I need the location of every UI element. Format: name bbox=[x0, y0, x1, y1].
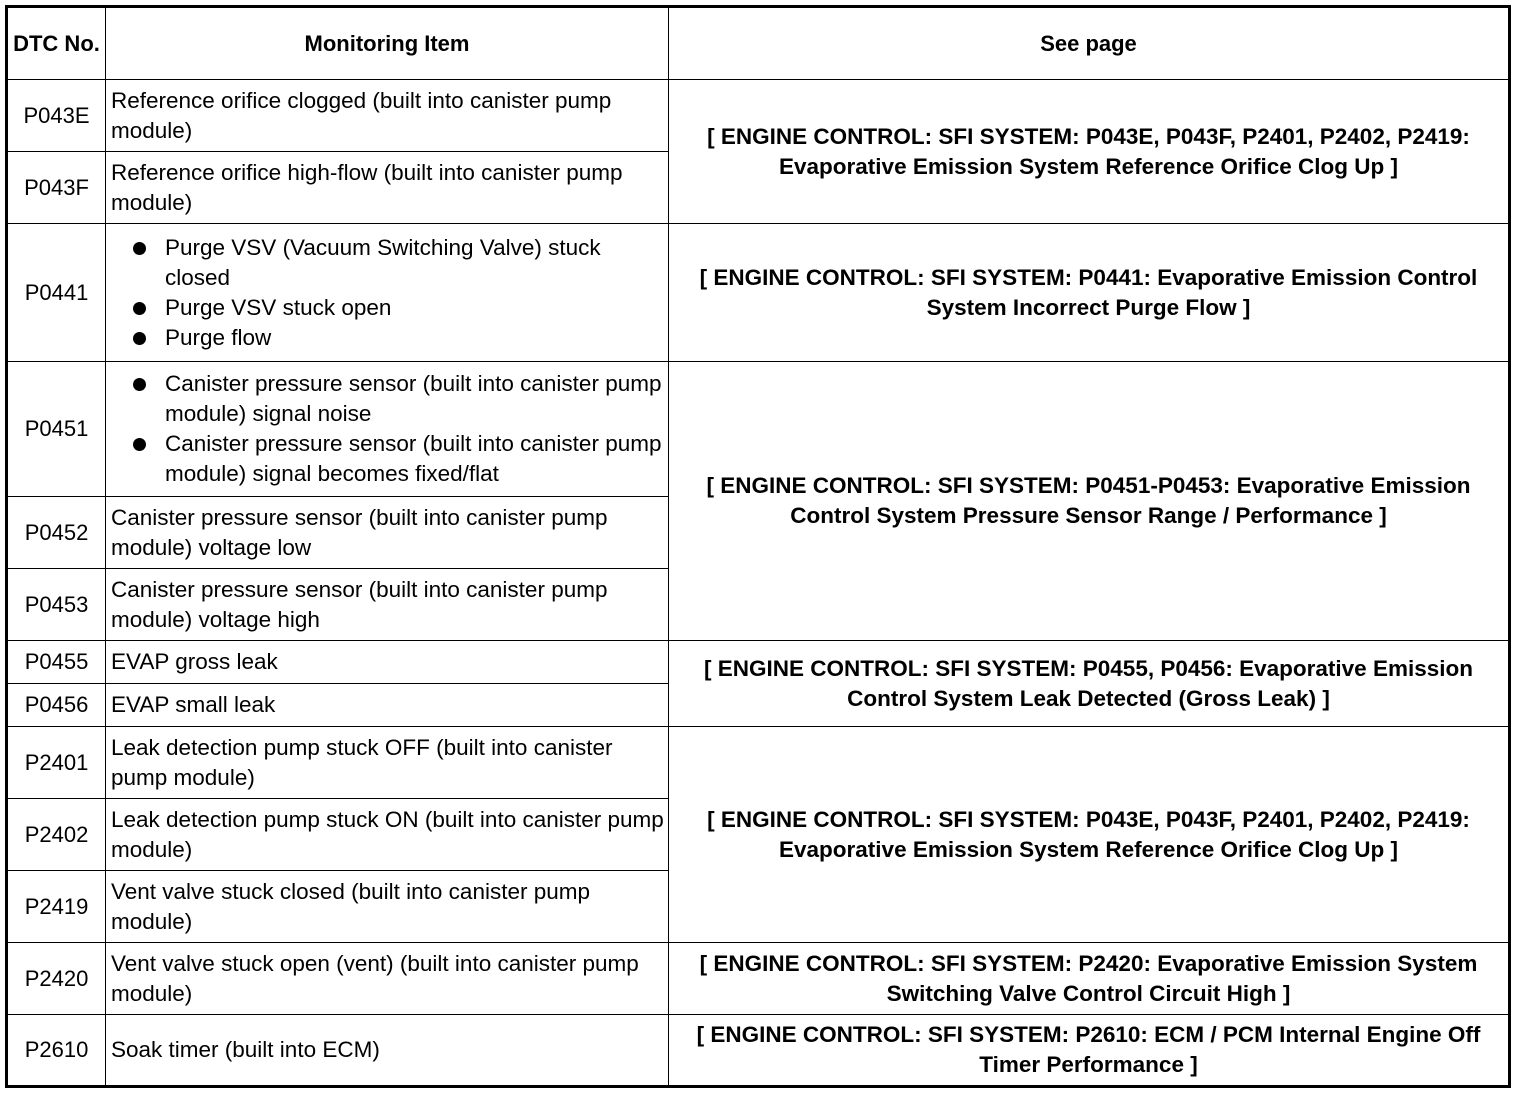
dtc-code: P043E bbox=[7, 80, 106, 152]
see-page-ref: [ ENGINE CONTROL: SFI SYSTEM: P043E, P043F, P2401, P2402, P2419: Evaporative Emission System Reference Orifice Clog Up ] bbox=[669, 80, 1510, 224]
dtc-code: P2420 bbox=[7, 943, 106, 1015]
see-page-ref: [ ENGINE CONTROL: SFI SYSTEM: P0451-P0453: Evaporative Emission Control System Pressure Sensor Range / Performance ] bbox=[669, 362, 1510, 641]
table-row bbox=[7, 80, 1510, 152]
see-page-ref: [ ENGINE CONTROL: SFI SYSTEM: P0441: Evaporative Emission Control System Incorrect Purge Flow ] bbox=[669, 224, 1510, 362]
dtc-code: P0451 bbox=[7, 362, 106, 497]
bullet-list bbox=[111, 233, 664, 353]
dtc-table bbox=[5, 5, 1511, 1088]
monitoring-item: Leak detection pump stuck OFF (built into canister pump module) bbox=[106, 727, 669, 799]
table-row bbox=[7, 224, 1510, 362]
see-page-ref: [ ENGINE CONTROL: SFI SYSTEM: P0455, P0456: Evaporative Emission Control System Leak Detected (Gross Leak) ] bbox=[669, 641, 1510, 727]
dtc-code: P2610 bbox=[7, 1015, 106, 1087]
dtc-code: P043F bbox=[7, 152, 106, 224]
dtc-code: P2419 bbox=[7, 871, 106, 943]
table-row bbox=[7, 727, 1510, 799]
bullet-item: Purge flow bbox=[129, 323, 664, 353]
table-row bbox=[7, 943, 1510, 1015]
monitoring-item: Reference orifice high-flow (built into canister pump module) bbox=[106, 152, 669, 224]
dtc-code: P2402 bbox=[7, 799, 106, 871]
table-row bbox=[7, 641, 1510, 684]
header-see-page: See page bbox=[669, 7, 1510, 80]
bullet-item: Purge VSV (Vacuum Switching Valve) stuck closed bbox=[129, 233, 664, 293]
see-page-ref: [ ENGINE CONTROL: SFI SYSTEM: P2610: ECM / PCM Internal Engine Off Timer Performance ] bbox=[669, 1015, 1510, 1087]
monitoring-item: Reference orifice clogged (built into canister pump module) bbox=[106, 80, 669, 152]
see-page-ref: [ ENGINE CONTROL: SFI SYSTEM: P2420: Evaporative Emission System Switching Valve Control Circuit High ] bbox=[669, 943, 1510, 1015]
bullet-list bbox=[111, 369, 664, 489]
table-header-row bbox=[7, 7, 1510, 80]
monitoring-item: Vent valve stuck closed (built into canister pump module) bbox=[106, 871, 669, 943]
dtc-code: P2401 bbox=[7, 727, 106, 799]
table-row bbox=[7, 362, 1510, 497]
monitoring-item bbox=[106, 224, 669, 362]
bullet-item: Canister pressure sensor (built into canister pump module) signal noise bbox=[129, 369, 664, 429]
dtc-code: P0455 bbox=[7, 641, 106, 684]
monitoring-item: Vent valve stuck open (vent) (built into canister pump module) bbox=[106, 943, 669, 1015]
dtc-code: P0441 bbox=[7, 224, 106, 362]
table-row bbox=[7, 1015, 1510, 1087]
monitoring-item bbox=[106, 362, 669, 497]
see-page-ref: [ ENGINE CONTROL: SFI SYSTEM: P043E, P043F, P2401, P2402, P2419: Evaporative Emission System Reference Orifice Clog Up ] bbox=[669, 727, 1510, 943]
monitoring-item: EVAP gross leak bbox=[106, 641, 669, 684]
header-monitoring-item: Monitoring Item bbox=[106, 7, 669, 80]
monitoring-item: Soak timer (built into ECM) bbox=[106, 1015, 669, 1087]
dtc-code: P0452 bbox=[7, 497, 106, 569]
monitoring-item: Canister pressure sensor (built into canister pump module) voltage high bbox=[106, 569, 669, 641]
monitoring-item: Leak detection pump stuck ON (built into canister pump module) bbox=[106, 799, 669, 871]
dtc-code: P0453 bbox=[7, 569, 106, 641]
monitoring-item: Canister pressure sensor (built into canister pump module) voltage low bbox=[106, 497, 669, 569]
monitoring-item: EVAP small leak bbox=[106, 684, 669, 727]
bullet-item: Canister pressure sensor (built into canister pump module) signal becomes fixed/flat bbox=[129, 429, 664, 489]
bullet-item: Purge VSV stuck open bbox=[129, 293, 664, 323]
dtc-code: P0456 bbox=[7, 684, 106, 727]
header-dtc-no: DTC No. bbox=[7, 7, 106, 80]
